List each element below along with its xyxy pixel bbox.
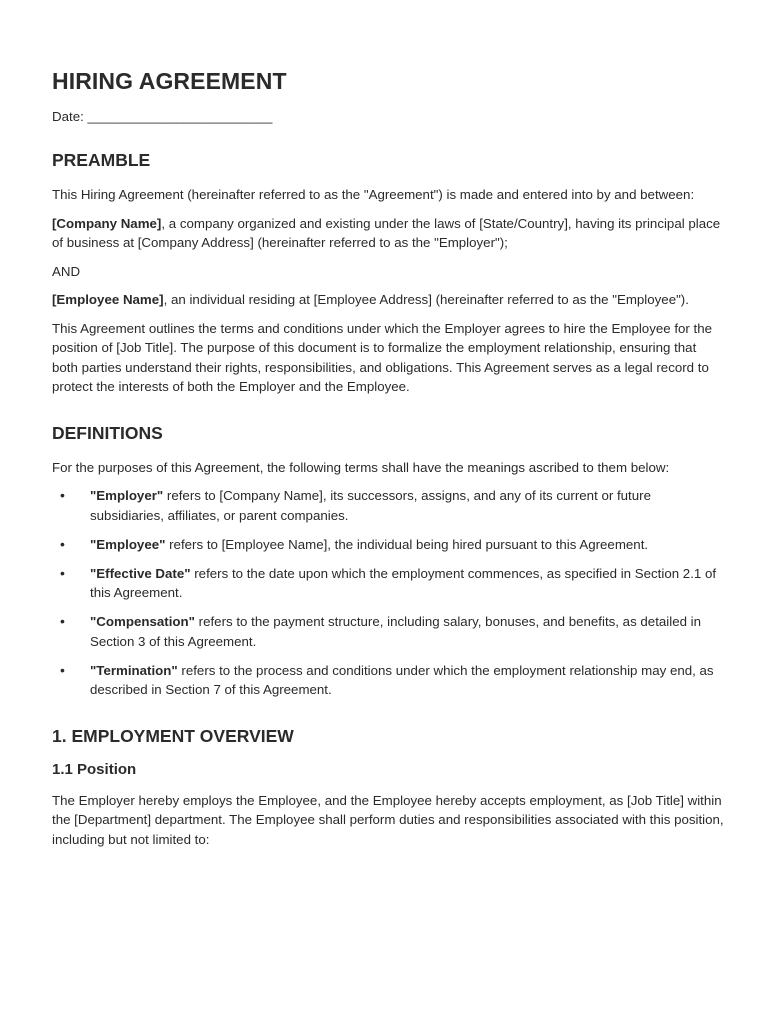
date-label: Date: bbox=[52, 109, 84, 124]
definitions-list bbox=[52, 486, 724, 700]
definition-term: "Employer" bbox=[90, 488, 164, 503]
company-name: [Company Name] bbox=[52, 215, 162, 231]
document-page bbox=[52, 68, 724, 858]
company-text: , a company organized and existing under the laws of [State/Country], having its principal place of business at [Company Address] (hereinafter referred to as the "Employer"); bbox=[52, 215, 721, 250]
employee-name: [Employee Name] bbox=[52, 292, 164, 307]
position-heading: 1.1 Position bbox=[52, 760, 137, 778]
definition-text: refers to [Employee Name], the individual being hired pursuant to this Agreement. bbox=[165, 536, 649, 552]
list-item bbox=[52, 486, 724, 525]
definition-text: refers to [Company Name], its successors, assigns, and any of its current or future subsidiaries, affiliates, or parent companies. bbox=[90, 488, 651, 523]
list-item bbox=[52, 564, 724, 603]
document-title: HIRING AGREEMENT bbox=[52, 68, 287, 94]
bullet-icon: • bbox=[60, 564, 65, 581]
preamble-employee bbox=[52, 290, 724, 310]
definition-text: refers to the date upon which the employment commences, as specified in Section 2.1 of this Agreement. bbox=[90, 565, 717, 600]
definition-text: refers to the process and conditions under which the employment relationship may end, as described in Section 7 of this Agreement. bbox=[90, 662, 714, 697]
definition-term: "Compensation" bbox=[90, 614, 195, 629]
preamble-section bbox=[52, 150, 724, 397]
preamble-purpose: This Agreement outlines the terms and conditions under which the Employer agrees to hire the Employee for the position of [Job Title]. The purpose of this document is to formalize the employment relationship, ensuring that both parties understand their rights, responsibilities, and obligations. This Agreement serves as a legal record to protect the interests of both the Employer and the Employee. bbox=[52, 320, 713, 394]
bullet-icon: • bbox=[60, 535, 65, 552]
definition-term: "Employee" bbox=[90, 536, 166, 552]
preamble-intro: This Hiring Agreement (hereinafter referred to as the "Agreement") is made and entered into by and between: bbox=[52, 187, 695, 202]
employee-text: , an individual residing at [Employee Address] (hereinafter referred to as the "Employee"). bbox=[163, 292, 689, 307]
preamble-heading: PREAMBLE bbox=[52, 150, 151, 170]
definitions-intro: For the purposes of this Agreement, the following terms shall have the meanings ascribed to them below: bbox=[52, 459, 670, 475]
definitions-section bbox=[52, 423, 724, 700]
list-item bbox=[52, 612, 724, 651]
bullet-icon: • bbox=[60, 487, 65, 503]
list-item bbox=[52, 535, 724, 555]
definitions-heading: DEFINITIONS bbox=[52, 422, 163, 443]
list-item bbox=[52, 661, 724, 700]
position-text: The Employer hereby employs the Employee, and the Employee hereby accepts employment, as [Job Title] within the [Department] department. The Employee shall perform duties and responsibilities associated with this position, including but not limited to: bbox=[52, 792, 724, 847]
definition-term: "Effective Date" bbox=[90, 565, 191, 581]
date-blank: _________________________ bbox=[87, 109, 273, 124]
bullet-icon: • bbox=[60, 613, 65, 629]
preamble-and: AND bbox=[52, 263, 81, 279]
definition-text: refers to the payment structure, including salary, bonuses, and benefits, as detailed in Section 3 of this Agreement. bbox=[90, 614, 702, 649]
bullet-icon: • bbox=[60, 661, 65, 678]
date-line bbox=[52, 109, 724, 124]
employment-overview-section bbox=[52, 726, 724, 850]
preamble-company bbox=[52, 214, 724, 253]
employment-overview-heading: 1. EMPLOYMENT OVERVIEW bbox=[52, 725, 294, 746]
definition-term: "Termination" bbox=[90, 662, 178, 678]
